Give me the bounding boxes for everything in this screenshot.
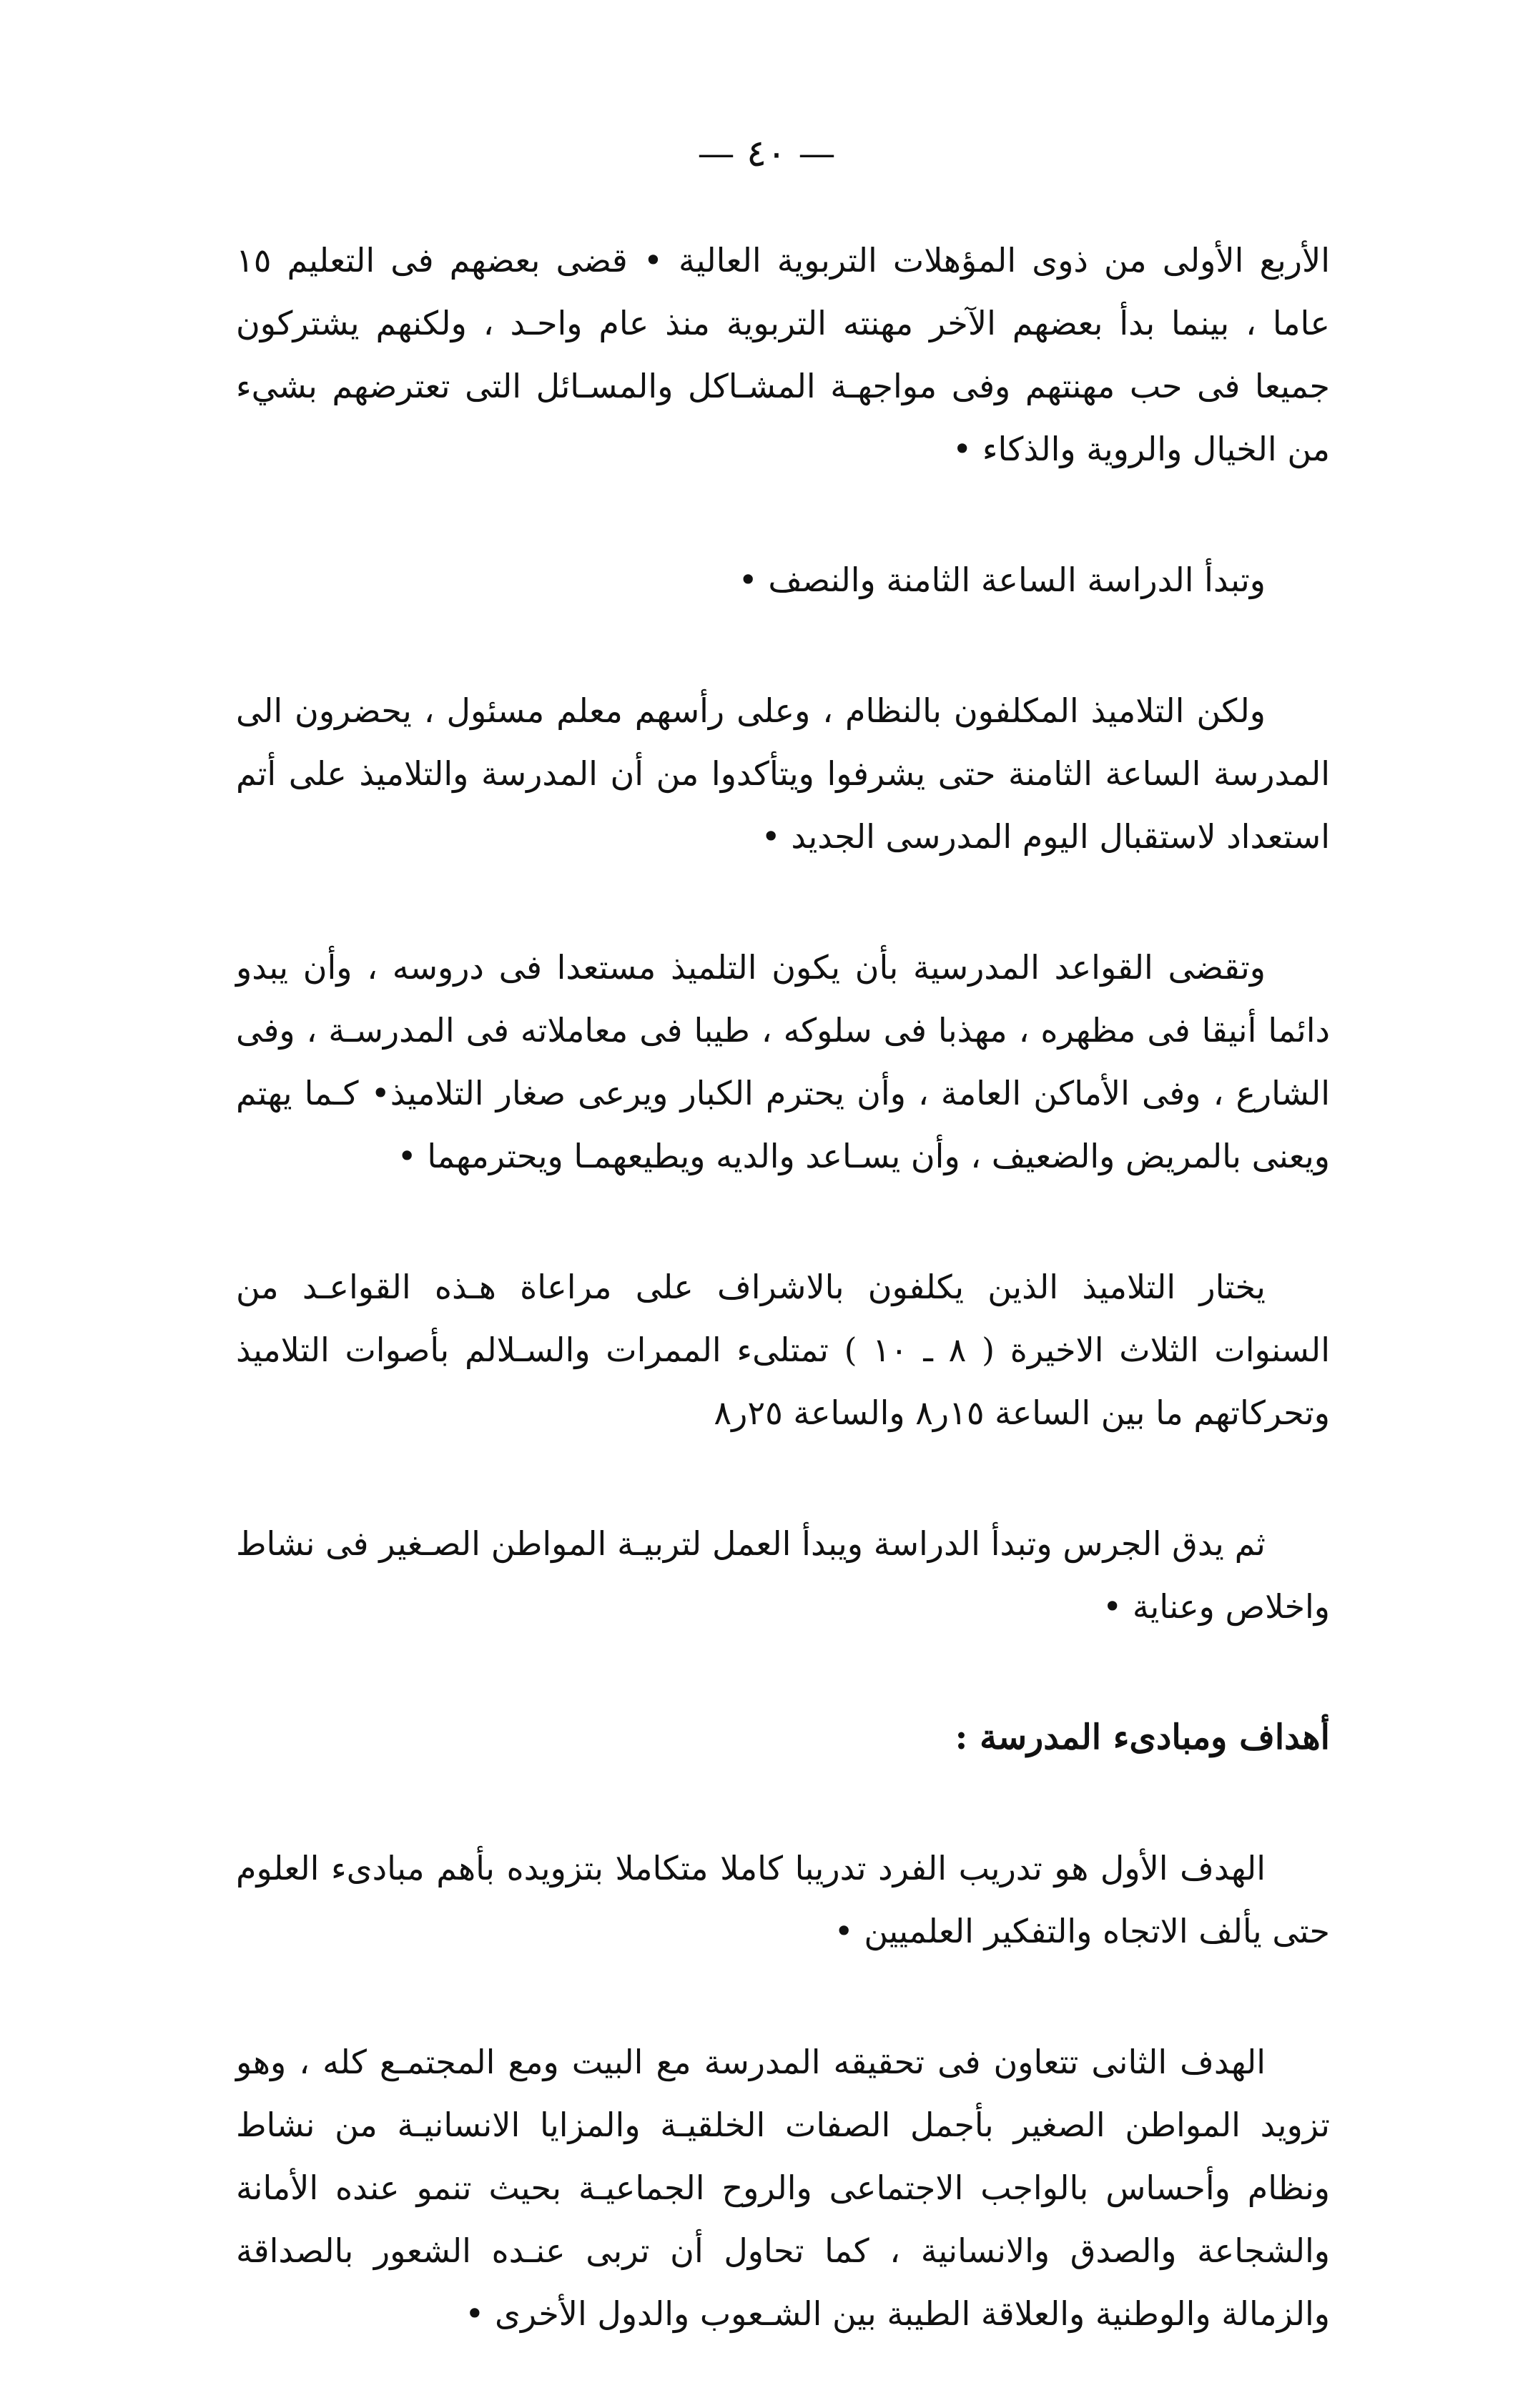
paragraph-4: وتقضى القواعد المدرسية بأن يكون التلميذ مستعدا فى دروسه ، وأن يبدو دائما أنيقا فى مظهره ، مهذبا فى سلوكه ، طيبا فى معاملاته فى المدرسـة ، وفى الشارع ، وفى الأماكن العامة ، وأن يحترم الكبار ويرعى صغار التلاميذ• كـما يهتم ويعنى بالمريض والضعيف ، وأن يسـاعد والديه ويطيعهمـا ويحترمهما •: [236, 948, 1330, 1175]
document-body: [236, 229, 1330, 2408]
section-heading: أهداف ومبادىء المدرسة :: [955, 1717, 1330, 1757]
page-number: — ٤٠ —: [697, 132, 836, 175]
paragraph-5: يختار التلاميذ الذين يكلفون بالاشراف على مراعاة هـذه القواعـد من السنوات الثلاث الاخيرة ( ٨ ـ ١٠ ) تمتلىء الممرات والسـلالم بأصوات التلاميذ وتحركاتهم ما بين الساعة ١٥ر٨ والساعة ٢٥ر٨: [236, 1268, 1330, 1432]
paragraph-7: الهدف الأول هو تدريب الفرد تدريبا كاملا متكاملا بتزويده بأهم مبادىء العلوم حتى يألف الاتجاه والتفكير العلميين •: [236, 1849, 1330, 1950]
paragraph-6: ثم يدق الجرس وتبدأ الدراسة ويبدأ العمل لتربيـة المواطن الصـغير فى نشاط واخلاص وعناية •: [236, 1524, 1330, 1626]
paragraph-8: الهدف الثانى تتعاون فى تحقيقه المدرسة مع البيت ومع المجتمـع كله ، وهو تزويد المواطن الصغير بأجمل الصفات الخلقيـة والمزايا الانسانيـة من نشاط ونظام وأحساس بالواجب الاجتماعى والروح الجماعيـة بحيث تنمو عنده الأمانة والشجاعة والصدق والانسانية ، كما تحاول أن تربى عنـده الشعور بالصداقة والزمالة والوطنية والعلاقة الطيبة بين الشـعوب والدول الأخرى •: [236, 2043, 1330, 2333]
paragraph-1: الأربع الأولى من ذوى المؤهلات التربوية العالية • قضى بعضهم فى التعليم ١٥ عاما ، بينما بدأ بعضهم الآخر مهنته التربوية منذ عام واحـد ، ولكنهم يشتركون جميعا فى حب مهنتهم وفى مواجهـة المشـاكل والمسـائل التى تعترضهم بشيء من الخيال والروية والذكاء •: [236, 241, 1330, 468]
paragraph-3: ولكن التلاميذ المكلفون بالنظام ، وعلى رأسهم معلم مسئول ، يحضرون الى المدرسة الساعة الثامنة حتى يشرفوا ويتأكدوا من أن المدرسة والتلاميذ على أتم استعداد لاستقبال اليوم المدرسى الجديد •: [236, 691, 1330, 856]
paragraph-2: وتبدأ الدراسة الساعة الثامنة والنصف •: [738, 561, 1266, 599]
